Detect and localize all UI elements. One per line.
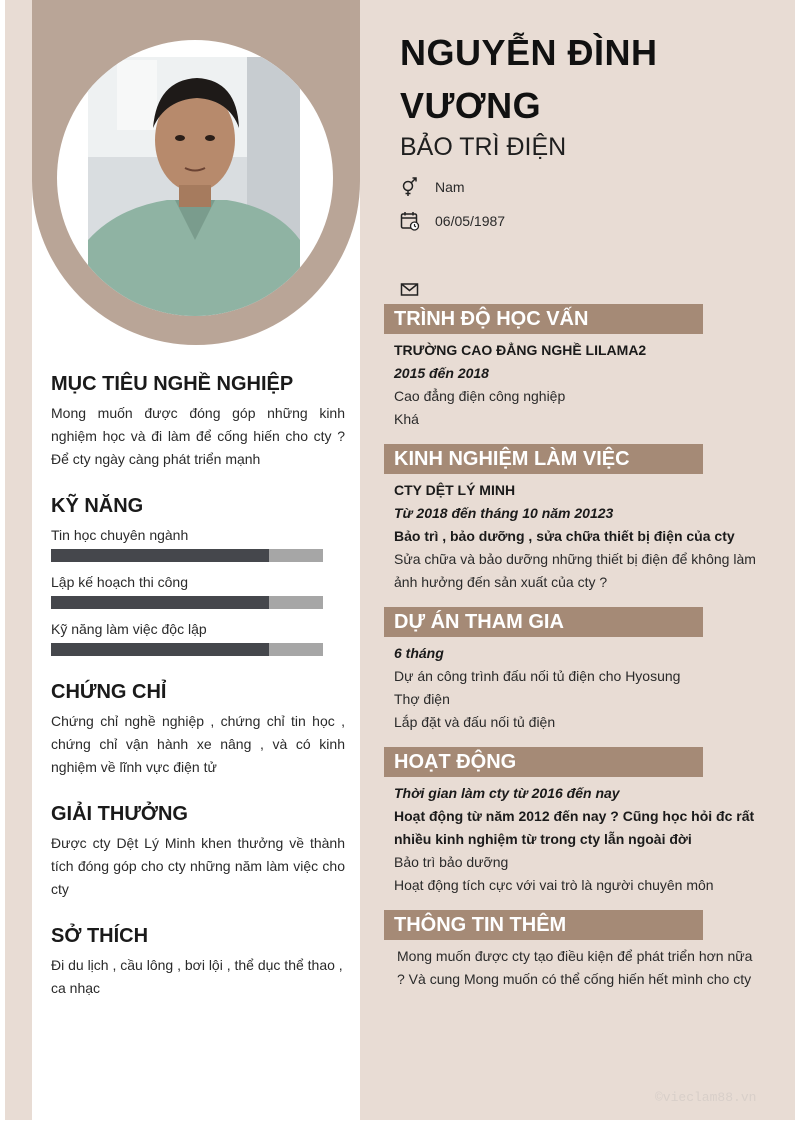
hobbies-text: Đi du lịch , cầu lông , bơi lội , thể dục thể thao , ca nhạc <box>51 957 343 996</box>
gender-row <box>400 177 465 197</box>
activities-heading-bar <box>384 747 703 777</box>
gender-icon <box>400 177 420 197</box>
project-name: Dự án công trình đấu nối tủ điện cho Hyosung <box>394 668 681 684</box>
skill-label: Tin học chuyên ngành <box>51 527 189 543</box>
certificates-section <box>51 680 345 779</box>
hobbies-heading: SỞ THÍCH <box>51 925 149 947</box>
experience-heading-bar <box>384 444 703 474</box>
experience-position: Bảo trì , bảo dưỡng , sửa chữa thiết bị điện của cty <box>394 528 735 544</box>
skill-bar <box>51 549 323 562</box>
skill-bar <box>51 643 323 656</box>
activities-section <box>394 782 760 897</box>
education-period: 2015 đến 2018 <box>394 365 489 381</box>
skills-section <box>51 494 345 656</box>
career-goal-section <box>51 372 345 471</box>
gender-value: Nam <box>435 179 465 195</box>
projects-heading-bar <box>384 607 703 637</box>
activities-heading: HOẠT ĐỘNG <box>394 751 517 773</box>
birthdate-value: 06/05/1987 <box>435 213 506 229</box>
projects-section <box>394 642 760 734</box>
project-duration: 6 tháng <box>394 645 444 661</box>
skill-item <box>51 573 345 609</box>
additional-info-heading-bar <box>384 910 703 940</box>
email-row <box>400 280 435 300</box>
company-name: CTY DỆT LÝ MINH <box>394 482 516 498</box>
project-task: Lắp đặt và đấu nối tủ điện <box>394 714 556 730</box>
career-goal-heading: MỤC TIÊU NGHỀ NGHIỆP <box>51 373 294 395</box>
skill-bar-fill <box>51 596 269 609</box>
awards-text: Được cty Dệt Lý Minh khen thưởng về thành tích đóng góp cho cty những năm làm việc cho cty <box>51 835 345 897</box>
additional-info-heading: THÔNG TIN THÊM <box>394 914 567 936</box>
calendar-icon <box>400 211 420 231</box>
avatar <box>57 40 333 316</box>
experience-heading: KINH NGHIỆM LÀM VIỆC <box>394 448 630 470</box>
skill-item <box>51 620 345 656</box>
skill-label: Lập kế hoạch thi công <box>51 574 188 590</box>
watermark: ©vieclam88.vn <box>655 1090 757 1105</box>
activity-period: Thời gian làm cty từ 2016 đến nay <box>394 785 620 801</box>
candidate-role: BẢO TRÌ ĐIỆN <box>400 133 567 161</box>
skill-bar-fill <box>51 549 269 562</box>
skill-bar-fill <box>51 643 269 656</box>
experience-period: Từ 2018 đến tháng 10 năm 20123 <box>394 505 614 521</box>
projects-heading: DỰ ÁN THAM GIA <box>394 611 564 633</box>
certificates-text: Chứng chỉ nghề nghiệp , chứng chỉ tin học , chứng chỉ vận hành xe nâng , và có kinh nghiệm về lĩnh vực điện tử <box>51 713 345 775</box>
email-icon <box>400 280 420 300</box>
additional-info-text: Mong muốn được cty tạo điều kiện để phát triển hơn nữa ? Và cung Mong muốn có thể cống hiến hết mình cho cty <box>397 948 753 987</box>
candidate-name: NGUYỄN ĐÌNH VƯƠNG <box>400 32 658 126</box>
education-heading: TRÌNH ĐỘ HỌC VẤN <box>394 308 589 330</box>
education-major: Cao đẳng điện công nghiệp <box>394 388 566 404</box>
awards-section <box>51 802 345 901</box>
school-name: TRƯỜNG CAO ĐẲNG NGHỀ LILAMA2 <box>394 342 647 358</box>
hobbies-section <box>51 924 345 1000</box>
project-role: Thợ điện <box>394 691 450 707</box>
experience-section <box>394 479 760 594</box>
awards-heading: GIẢI THƯỞNG <box>51 803 188 825</box>
career-goal-text: Mong muốn được đóng góp những kinh nghiệm học và đi làm để cống hiến cho cty ? Để cty ngày càng phát triển mạnh <box>51 405 345 467</box>
skill-item <box>51 526 345 562</box>
certificates-heading: CHỨNG CHỈ <box>51 681 167 703</box>
activity-description: Hoạt động tích cực với vai trò là người chuyên môn <box>394 877 714 893</box>
education-heading-bar <box>384 304 703 334</box>
skill-label: Kỹ năng làm việc độc lập <box>51 621 207 637</box>
avatar-photo <box>57 40 333 316</box>
education-grade: Khá <box>394 411 419 427</box>
birthdate-row <box>400 211 505 231</box>
skill-bar <box>51 596 323 609</box>
activity-title: Hoạt động từ năm 2012 đến nay ? Cũng học hỏi đc rất nhiều kinh nghiệm từ trong cty lẫn ngoài đời <box>394 808 755 847</box>
education-section <box>394 339 760 431</box>
skills-heading: KỸ NĂNG <box>51 495 144 517</box>
additional-info-section <box>397 945 759 991</box>
activity-role: Bảo trì bảo dưỡng <box>394 854 509 870</box>
experience-description: Sửa chữa và bảo dưỡng những thiết bị điện để không làm ảnh hưởng đến sản xuất của cty ? <box>394 551 756 590</box>
